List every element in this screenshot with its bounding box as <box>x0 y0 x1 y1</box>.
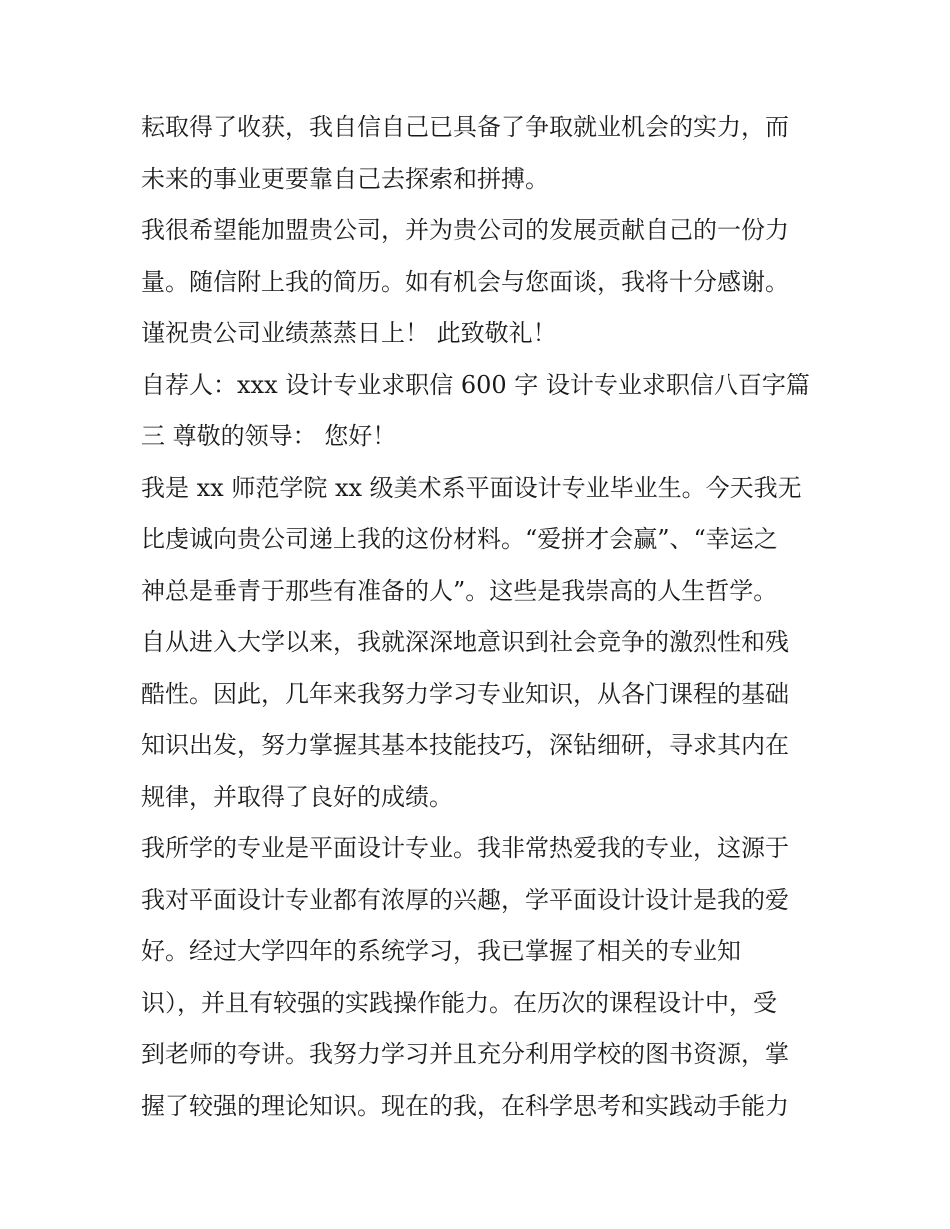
letter-body <box>141 102 821 1132</box>
text-line: 神总是垂青于那些有准备的人”。这些是我崇高的人生哲学。 <box>141 576 778 605</box>
text-line: 我很希望能加盟贵公司，并为贵公司的发展贡献自己的一份力 <box>141 216 789 244</box>
text-line: 我对平面设计专业都有浓厚的兴趣，学平面设计设计是我的爱 <box>141 885 789 914</box>
text-line: 未来的事业更要靠自己去探索和拼搏。 <box>141 164 549 193</box>
text-line: 酷性。因此，几年来我努力学习专业知识，从各门课程的基础 <box>141 679 789 708</box>
text-line: 握了较强的理论知识。现在的我，在科学思考和实践动手能力 <box>141 1091 789 1120</box>
text-line: 到老师的夸讲。我努力学习并且充分利用学校的图书资源，掌 <box>141 1040 789 1068</box>
text-line: 我是 xx 师范学院 xx 级美术系平面设计专业毕业生。今天我无 <box>141 473 802 502</box>
text-line: 识），并且有较强的实践操作能力。在历次的课程设计中，受 <box>141 988 777 1017</box>
text-line: 谨祝贵公司业绩蒸蒸日上！ 此致敬礼！ <box>141 319 557 347</box>
text-line: 量。随信附上我的简历。如有机会与您面谈，我将十分感谢。 <box>141 267 789 296</box>
text-line: 耘取得了收获，我自信自己已具备了争取就业机会的实力，而 <box>141 113 789 141</box>
text-line: 三 尊敬的领导： 您好！ <box>141 422 397 450</box>
text-line: 自从进入大学以来，我就深深地意识到社会竞争的激烈性和残 <box>141 628 789 656</box>
text-line: 规律，并取得了良好的成绩。 <box>141 782 453 811</box>
text-line: 我所学的专业是平面设计专业。我非常热爱我的专业，这源于 <box>141 834 789 862</box>
text-line: 自荐人：xxx 设计专业求职信 600 字 设计专业求职信八百字篇 <box>141 370 810 399</box>
text-line: 好。经过大学四年的系统学习，我已掌握了相关的专业知 <box>141 937 741 965</box>
text-line: 知识出发，努力掌握其基本技能技巧，深钻细研，寻求其内在 <box>141 731 789 759</box>
text-line: 比虔诚向贵公司递上我的这份材料。“爱拼才会赢”、“幸运之 <box>141 525 778 553</box>
